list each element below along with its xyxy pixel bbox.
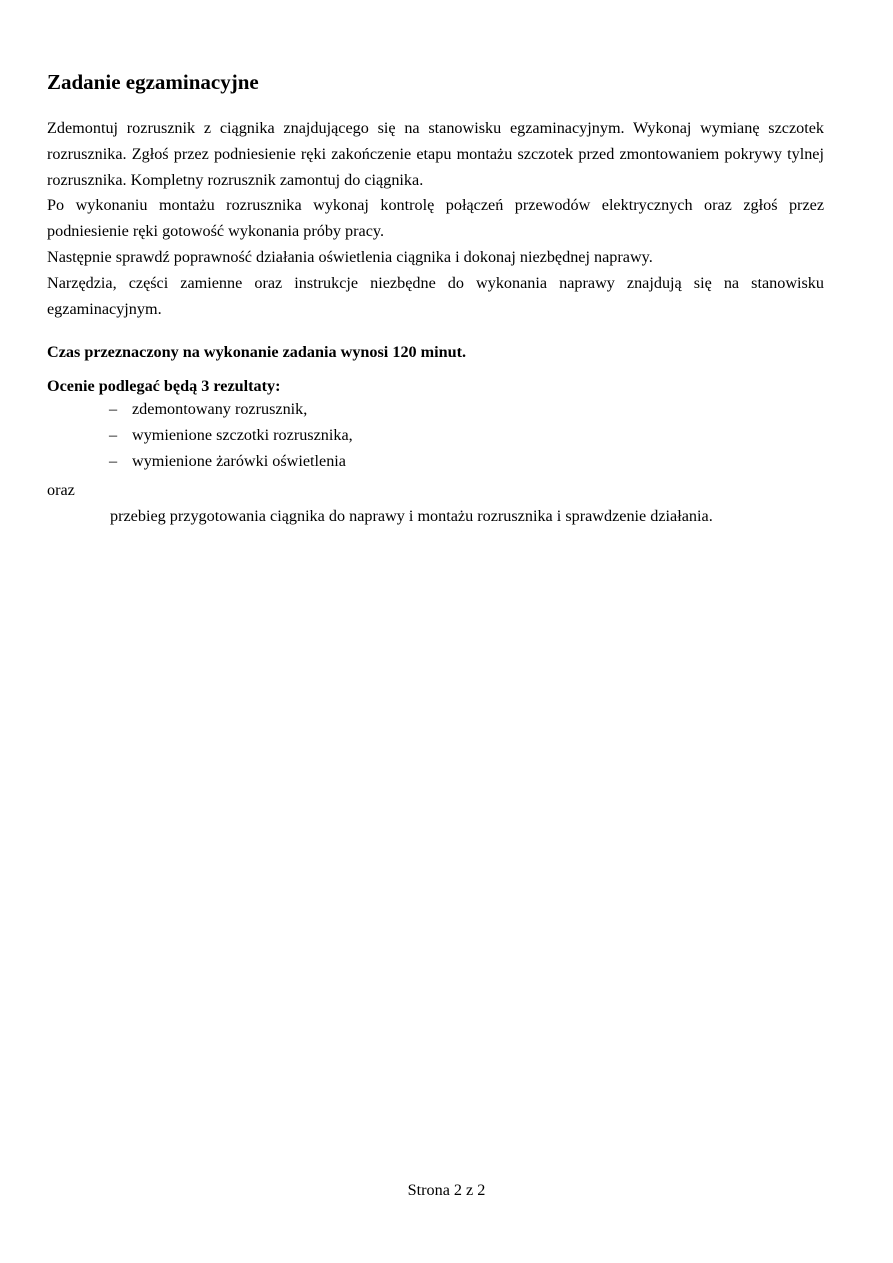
page-number: Strona 2 z 2 xyxy=(407,1181,486,1199)
list-dash: – xyxy=(109,400,118,418)
list-item-text: zdemontowany rozrusznik, xyxy=(132,400,308,418)
results-heading: Ocenie podlegać będą 3 rezultaty: xyxy=(47,377,281,395)
list-item-text: wymienione szczotki rozrusznika, xyxy=(132,426,353,444)
paragraph-electrical-check: Po wykonaniu montażu rozrusznika wykonaj kontrolę połączeń przewodów elektrycznych oraz zgłoś przez podniesienie ręki gotowość wykonania próby pracy. xyxy=(47,196,824,241)
list-dash: – xyxy=(109,452,118,470)
list-item xyxy=(109,396,353,422)
page-title: Zadanie egzaminacyjne xyxy=(47,70,259,94)
process-statement: przebieg przygotowania ciągnika do naprawy i montażu rozrusznika i sprawdzenie działania. xyxy=(110,507,713,525)
list-item-text: wymienione żarówki oświetlenia xyxy=(132,452,346,470)
document-page xyxy=(47,0,824,1263)
paragraph-disassembly: Zdemontuj rozrusznik z ciągnika znajdującego się na stanowisku egzaminacyjnym. Wykonaj wymianę szczotek rozrusznika. Zgłoś przez podniesienie ręki zakończenie etapu montażu szczotek przed zmontowaniem pokrywy tylnej rozrusznika. Kompletny rozrusznik zamontuj do ciągnika. xyxy=(47,119,824,189)
paragraph-lighting-check: Następnie sprawdź poprawność działania oświetlenia ciągnika i dokonaj niezbędnej naprawy. xyxy=(47,247,653,266)
conjunction-text: oraz xyxy=(47,481,75,499)
task-description xyxy=(47,116,824,322)
paragraph-tools: Narzędzia, części zamienne oraz instrukcje niezbędne do wykonania naprawy znajdują się na stanowisku egzaminacyjnym. xyxy=(47,273,824,318)
list-dash: – xyxy=(109,426,118,444)
list-item xyxy=(109,448,353,474)
list-item xyxy=(109,422,353,448)
time-statement: Czas przeznaczony na wykonanie zadania wynosi 120 minut. xyxy=(47,343,467,361)
results-list xyxy=(109,396,353,474)
